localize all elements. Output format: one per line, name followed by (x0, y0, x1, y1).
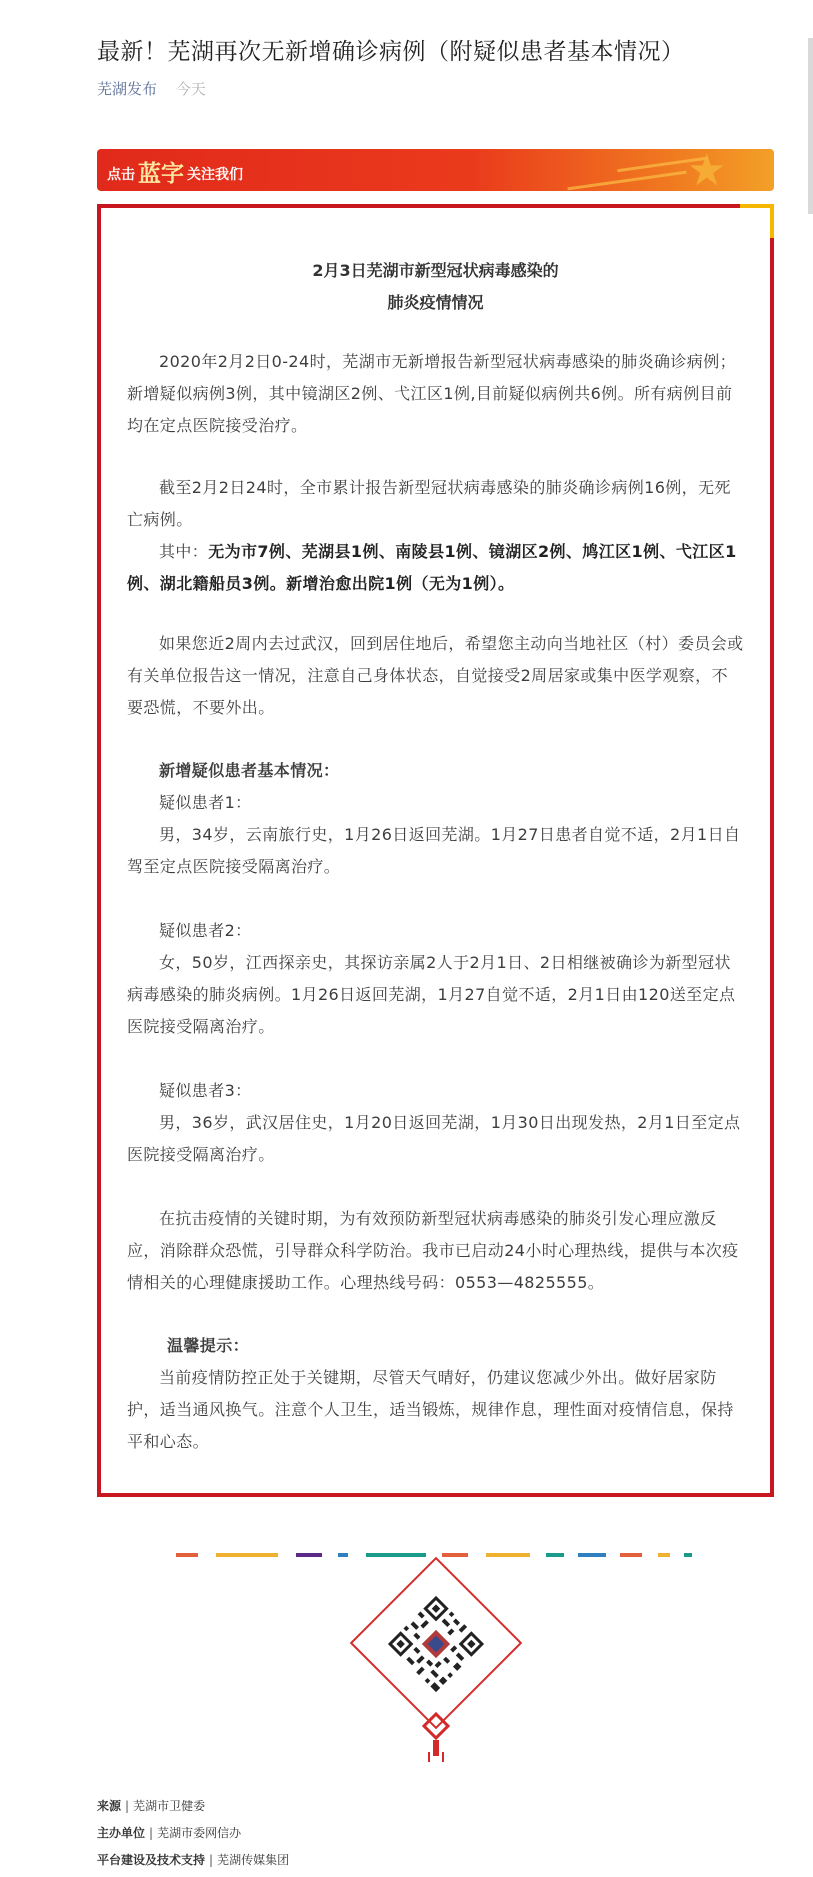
star-icon: ★ (687, 149, 727, 191)
divider-dash (486, 1553, 530, 1557)
divider-dash (546, 1553, 564, 1557)
divider-dash (658, 1553, 670, 1557)
section-title: 新增疑似患者基本情况： (159, 761, 340, 780)
article-meta (97, 78, 206, 99)
patient1-text: 男，34岁，云南旅行史，1月26日返回芜湖。1月27日患者自觉不适，2月1日自驾至定点医院接受隔离治疗。 (127, 825, 741, 876)
tassel-ornament-icon (428, 1752, 444, 1762)
divider-dash (684, 1553, 692, 1557)
footer-source: 来源 | 芜湖市卫健委 (97, 1799, 206, 1813)
content-heading-line2: 肺炎疫情情况 (387, 293, 484, 312)
paragraph-summary: 2020年2月2日0-24时，芜湖市无新增报告新型冠状病毒感染的肺炎确诊病例；新增疑似病例3例，其中镜湖区2例、弋江区1例,目前疑似病例共6例。所有病例目前均在定点医院接受治疗。 (127, 352, 736, 435)
cta-prefix: 点击 (107, 167, 135, 183)
divider-dash (620, 1553, 642, 1557)
divider-dash (578, 1553, 606, 1557)
patient3-label: 疑似患者3： (159, 1081, 252, 1100)
follow-banner[interactable] (97, 149, 774, 191)
cta-highlight: 蓝字 (138, 161, 184, 187)
patient3-text: 男，36岁，武汉居住史，1月20日返回芜湖，1月30日出现发热，2月1日至定点医院接受隔离治疗。 (127, 1113, 741, 1164)
footer-host-value: 芜湖市委网信办 (157, 1826, 242, 1840)
scrollbar[interactable] (808, 38, 813, 214)
breakdown-detail: 无为市7例、芜湖县1例、南陵县1例、镜湖区2例、鸠江区1例、弋江区1例、湖北籍船员3例。新增治愈出院1例（无为1例）。 (127, 542, 737, 593)
article-title: 最新！芜湖再次无新增确诊病例（附疑似患者基本情况） (97, 39, 685, 65)
follow-cta (107, 155, 243, 188)
footer-tech: 平台建设及技术支持 | 芜湖传媒集团 (97, 1853, 290, 1867)
content-heading-line1: 2月3日芜湖市新型冠状病毒感染的 (312, 261, 559, 280)
footer-tech-value: 芜湖传媒集团 (217, 1853, 290, 1867)
divider-dash (338, 1553, 348, 1557)
divider-dash (216, 1553, 278, 1557)
frame-corner-accent (770, 204, 774, 238)
footer-source-value: 芜湖市卫健委 (133, 1799, 206, 1813)
patient2-text: 女，50岁，江西探亲史，其探访亲属2人于2月1日、2日相继被确诊为新型冠状病毒感染的肺炎病例。1月26日返回芜湖，1月27自觉不适，2月1日由120送至定点医院接受隔离治疗。 (127, 953, 736, 1036)
divider-dash (366, 1553, 426, 1557)
divider-dash (176, 1553, 198, 1557)
paragraph-hotline: 在抗击疫情的关键时期，为有效预防新型冠状病毒感染的肺炎引发心理应激反应，消除群众恐慌，引导群众科学防治。我市已启动24小时心理热线，提供与本次疫情相关的心理健康援助工作。心理热线号码：0553—4825555。 (127, 1209, 739, 1292)
frame-corner-accent (740, 204, 774, 208)
footer-tech-key: 平台建设及技术支持 (97, 1853, 206, 1867)
tip-title: 温馨提示： (167, 1336, 250, 1355)
tip-text: 当前疫情防控正处于关键期，尽管天气晴好，仍建议您减少外出。做好居家防护，适当通风换气。注意个人卫生，适当锻炼，规律作息，理性面对疫情信息，保持平和心态。 (127, 1368, 734, 1451)
account-name-link[interactable]: 芜湖发布 (97, 80, 158, 98)
patient1-label: 疑似患者1： (159, 793, 252, 812)
cta-suffix: 关注我们 (187, 167, 243, 183)
patient2-label: 疑似患者2： (159, 921, 252, 940)
footer-source-key: 来源 (97, 1799, 122, 1813)
paragraph-cumulative: 截至2月2日24时，全市累计报告新型冠状病毒感染的肺炎确诊病例16例，无死亡病例。 (127, 478, 731, 529)
paragraph-advice: 如果您近2周内去过武汉，回到居住地后，希望您主动向当地社区（村）委员会或有关单位报告这一情况，注意自己身体状态，自觉接受2周居家或集中医学观察，不要恐慌，不要外出。 (127, 634, 744, 717)
publish-date: 今天 (175, 80, 206, 98)
divider-dash (296, 1553, 322, 1557)
banner-stripe (567, 171, 686, 191)
breakdown-lead: 其中： (159, 542, 209, 561)
footer-host: 主办单位 | 芜湖市委网信办 (97, 1826, 242, 1840)
footer-host-key: 主办单位 (97, 1826, 146, 1840)
paragraph-breakdown (127, 536, 744, 600)
divider-dash (442, 1553, 468, 1557)
qr-code[interactable] (380, 1588, 492, 1700)
